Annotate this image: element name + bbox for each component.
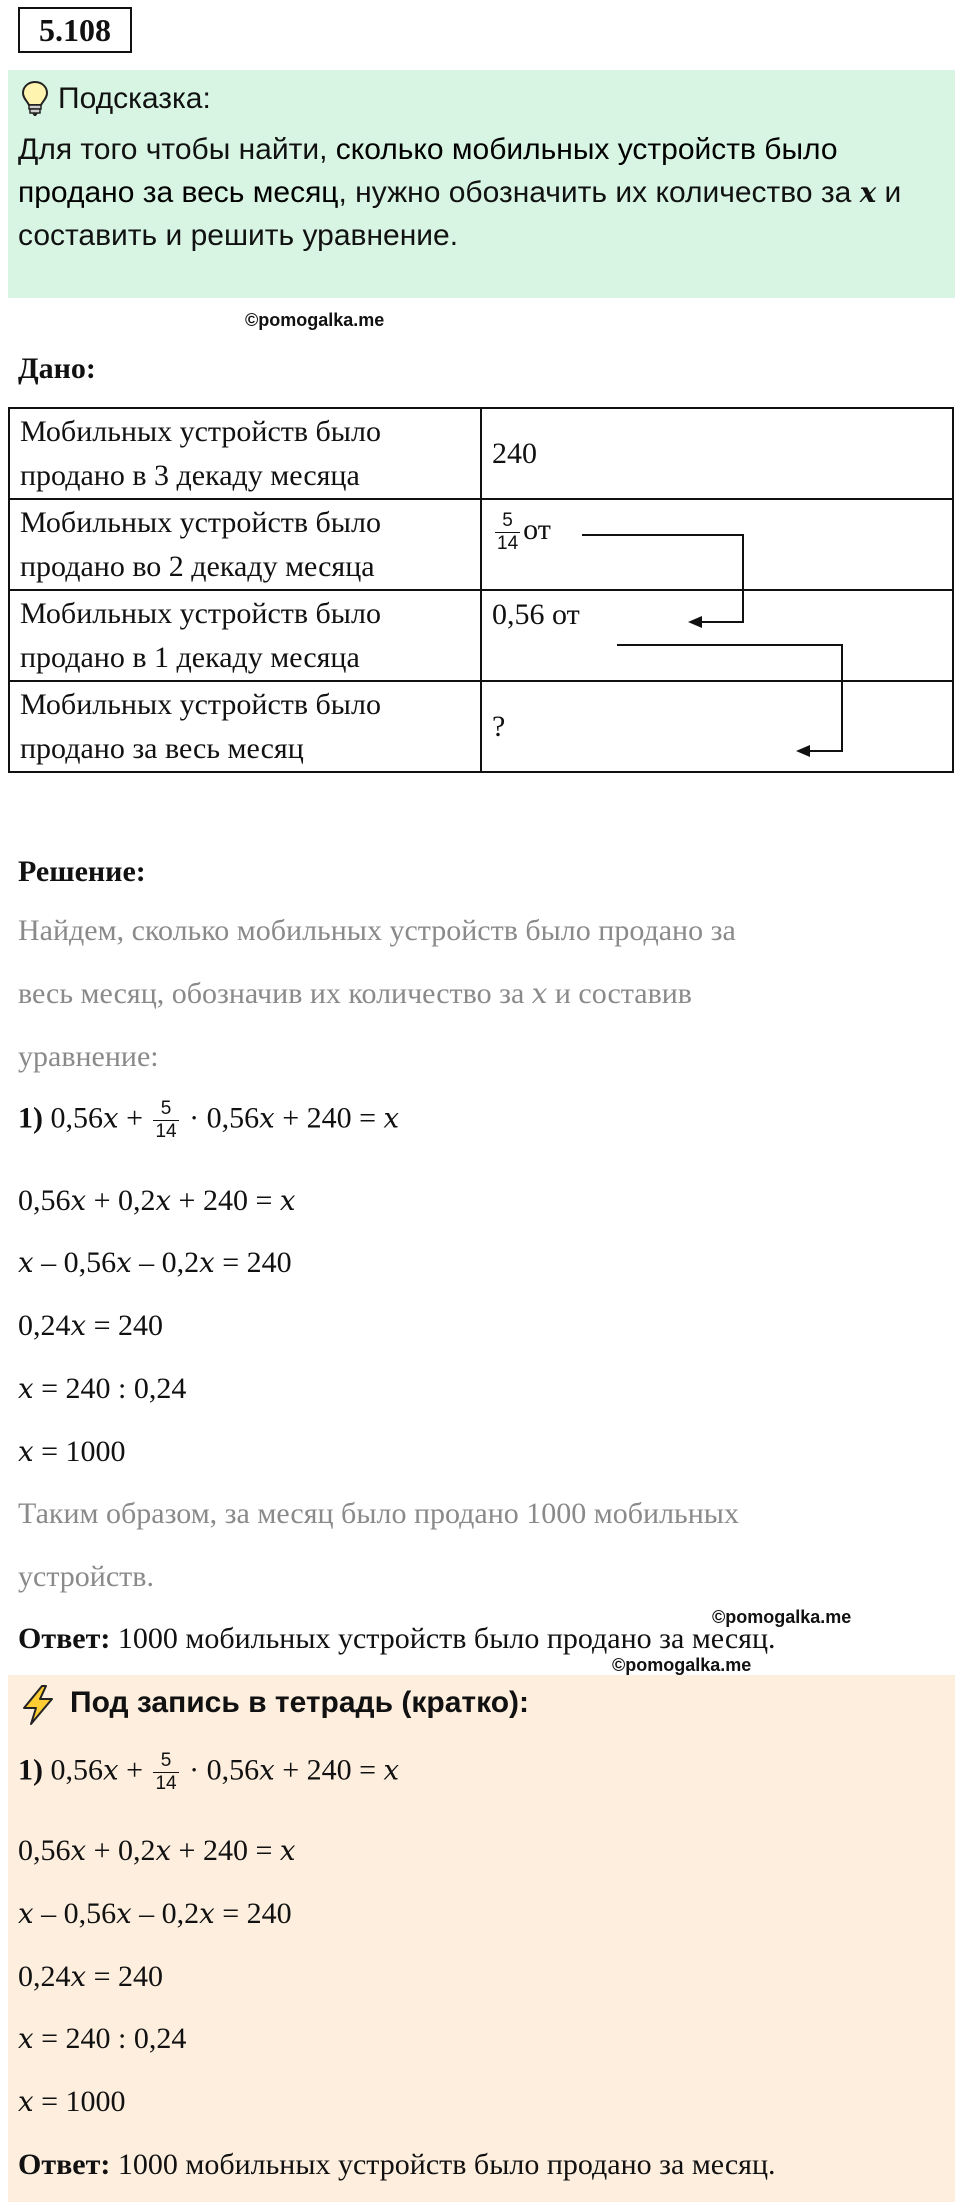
equation-1: 1) 0,56x + $\frac{5}{14}$ · 0,56x + 240 = x: [18, 1098, 400, 1142]
hint-title: Подсказка:: [58, 82, 211, 115]
given-label: Мобильных устройств было продано во 2 декаду месяца: [9, 499, 481, 590]
watermark: ©pomogalka.me: [712, 1607, 852, 1627]
equation-4: 0,24x = 240: [18, 1960, 163, 1993]
given-heading: Дано:: [18, 352, 96, 385]
equation-2: 0,56x + 0,2x + 240 = x: [18, 1834, 296, 1867]
equation-6: x = 1000: [18, 1435, 126, 1468]
watermark: ©pomogalka.me: [245, 310, 385, 330]
equation-4: 0,24x = 240: [18, 1309, 163, 1342]
fraction: $\frac{5}{14}$: [497, 509, 519, 554]
given-value: ?: [481, 681, 953, 772]
equation-1: 1) 0,56x + $\frac{5}{14}$ · 0,56x + 240 = x: [18, 1750, 400, 1794]
conclusion: Таким образом, за месяц было продано 1000 мобильных: [18, 1497, 739, 1530]
task-number: 5.108: [18, 7, 132, 53]
answer: Ответ: 1000 мобильных устройств было продано за месяц.: [18, 1622, 776, 1655]
hint-text: Для того чтобы найти, сколько мобильных устройств было продано за весь месяц, нужно обозначить их количество за x и составить и решить уравнение.: [18, 133, 902, 252]
equation-2: 0,56x + 0,2x + 240 = x: [18, 1184, 296, 1217]
conclusion: устройств.: [18, 1560, 154, 1593]
arrow-icon: [617, 645, 842, 751]
given-label: Мобильных устройств было продано в 1 декаду месяца: [9, 590, 481, 681]
equation-6: x = 1000: [18, 2085, 126, 2118]
given-value: 0,56 от: [481, 590, 953, 681]
answer: Ответ: 1000 мобильных устройств было продано за месяц.: [18, 2148, 776, 2181]
watermark: ©pomogalka.me: [612, 1655, 752, 1675]
relation-arrows: [0, 0, 960, 800]
equation-3: x – 0,56x – 0,2x = 240: [18, 1246, 292, 1279]
arrowhead-icon: [796, 745, 810, 757]
solution-intro: Найдем, сколько мобильных устройств было продано за: [18, 914, 736, 947]
given-label: Мобильных устройств было продано в 3 декаду месяца: [9, 408, 481, 499]
arrow-icon: [582, 535, 743, 622]
given-value: 240: [481, 408, 953, 499]
equation-5: x = 240 : 0,24: [18, 1372, 187, 1405]
given-value: $\frac{5}{14}$ от: [481, 499, 953, 590]
arrowhead-icon: [688, 616, 702, 628]
solution-heading: Решение:: [18, 855, 146, 888]
equation-3: x – 0,56x – 0,2x = 240: [18, 1897, 292, 1930]
lightning-icon: [20, 1684, 56, 1726]
solution-intro: весь месяц, обозначив их количество за x и составив: [18, 977, 692, 1010]
equation-5: x = 240 : 0,24: [18, 2022, 187, 2055]
given-label: Мобильных устройств было продано за весь месяц: [9, 681, 481, 772]
solution-intro: уравнение:: [18, 1040, 159, 1073]
notebook-title: Под запись в тетрадь (кратко):: [70, 1686, 530, 1719]
